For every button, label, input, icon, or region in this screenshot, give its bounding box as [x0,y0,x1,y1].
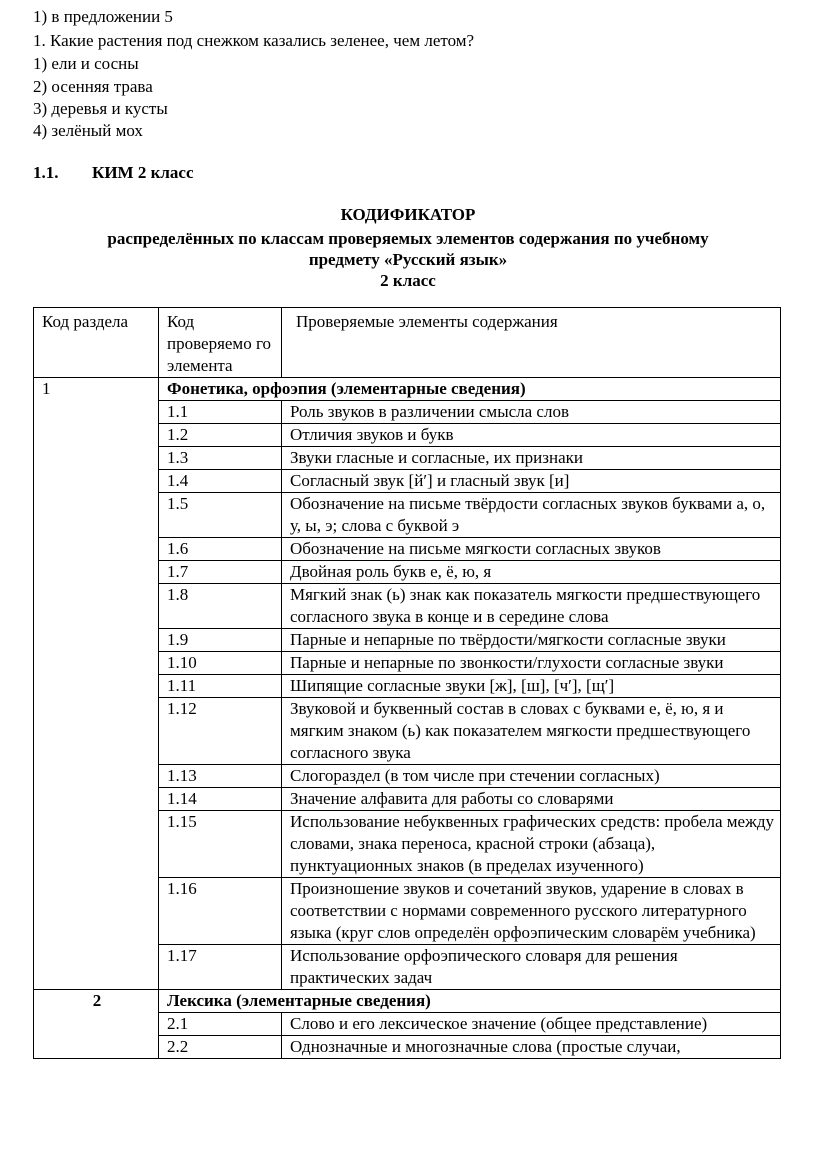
element-code: 1.2 [159,424,282,447]
element-description: Произношение звуков и сочетаний звуков, ударение в словах в соответствии с нормами современного русского литературного языка (круг слов определён орфоэпическим словарём учебника) [282,878,781,945]
element-code: 1.1 [159,401,282,424]
element-description: Парные и непарные по звонкости/глухости согласные звуки [282,652,781,675]
section-title: Фонетика, орфоэпия (элементарные сведения) [159,378,781,401]
element-code: 1.3 [159,447,282,470]
element-description: Звуки гласные и согласные, их признаки [282,447,781,470]
element-code: 1.17 [159,945,282,990]
element-description: Обозначение на письме твёрдости согласных звуков буквами а, о, у, ы, э; слова с буквой э [282,493,781,538]
answer-option: 4) зелёный мох [33,121,143,140]
section-number: 1 [34,378,159,990]
element-code: 2.2 [159,1036,282,1059]
element-description: Значение алфавита для работы со словарями [282,788,781,811]
element-code: 1.6 [159,538,282,561]
element-description: Двойная роль букв е, ё, ю, я [282,561,781,584]
element-code: 1.4 [159,470,282,493]
header-section-code: Код раздела [34,308,159,378]
element-code: 1.7 [159,561,282,584]
element-description: Слово и его лексическое значение (общее представление) [282,1013,781,1036]
section-row [34,990,781,1013]
element-code: 1.8 [159,584,282,629]
element-code: 1.13 [159,765,282,788]
answer-option: 3) деревья и кусты [33,99,168,118]
element-code: 1.9 [159,629,282,652]
answer-option: 1) ели и сосны [33,54,139,73]
codifier-subtitle-line1: распределённых по классам проверяемых элементов содержания по учебному [107,229,709,248]
element-description: Использование орфоэпического словаря для решения практических задач [282,945,781,990]
answer-option: 2) осенняя трава [33,77,153,96]
intro-line: 1) в предложении 5 [33,7,173,26]
section-row [34,378,781,401]
section-number: 2 [34,990,159,1059]
element-code: 2.1 [159,1013,282,1036]
codifier-table [33,307,781,1059]
element-code: 1.5 [159,493,282,538]
codifier-subtitle-line2: предмету «Русский язык» [308,250,508,269]
element-description: Парные и непарные по твёрдости/мягкости согласные звуки [282,629,781,652]
element-description: Звуковой и буквенный состав в словах с буквами е, ё, ю, я и мягким знаком (ь) как показателем мягкости предшествующего согласного звука [282,698,781,765]
element-description: Однозначные и многозначные слова (простые случаи, [282,1036,781,1059]
table-header-row [34,308,781,378]
codifier-grade: 2 класс [380,271,436,290]
element-code: 1.11 [159,675,282,698]
header-element-code: Код проверяемо го элемента [159,308,282,378]
element-description: Обозначение на письме мягкости согласных звуков [282,538,781,561]
section-heading-number: 1.1. [33,163,59,182]
section-title: Лексика (элементарные сведения) [159,990,781,1013]
element-code: 1.10 [159,652,282,675]
element-code: 1.12 [159,698,282,765]
header-content-elements: Проверяемые элементы содержания [282,308,781,378]
codifier-title: КОДИФИКАТОР [340,205,476,224]
element-code: 1.14 [159,788,282,811]
element-description: Шипящие согласные звуки [ж], [ш], [ч′], [щ′] [282,675,781,698]
element-description: Отличия звуков и букв [282,424,781,447]
question-line: 1. Какие растения под снежком казались зеленее, чем летом? [33,31,475,50]
element-description: Слогораздел (в том числе при стечении согласных) [282,765,781,788]
element-description: Согласный звук [й′] и гласный звук [и] [282,470,781,493]
element-description: Мягкий знак (ь) знак как показатель мягкости предшествующего согласного звука в конце и в середине слова [282,584,781,629]
element-code: 1.16 [159,878,282,945]
element-code: 1.15 [159,811,282,878]
element-description: Использование небуквенных графических средств: пробела между словами, знака переноса, красной строки (абзаца), пунктуационных знаков (в пределах изученного) [282,811,781,878]
section-heading-title: КИМ 2 класс [92,163,194,182]
element-description: Роль звуков в различении смысла слов [282,401,781,424]
